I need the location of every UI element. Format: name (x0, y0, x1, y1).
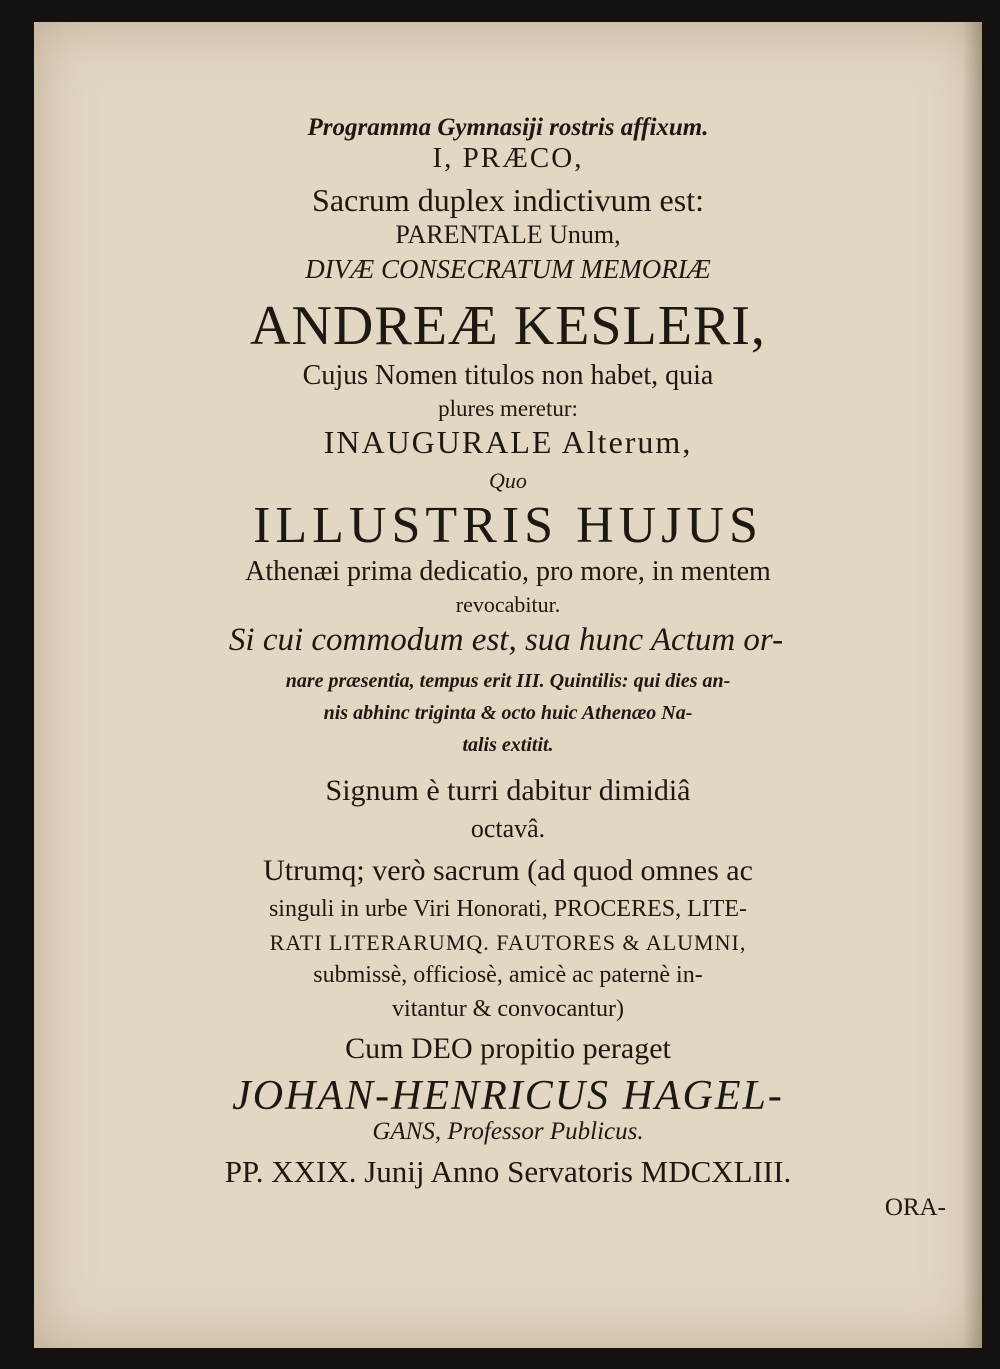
text-line: vitantur & convocantur) (392, 996, 624, 1022)
name-title: ILLUSTRIS HUJUS (253, 497, 763, 554)
text-line: revocabitur. (455, 592, 561, 617)
author-line: JOHAN-HENRICUS HAGEL- (232, 1073, 784, 1119)
text-line: Quo (489, 468, 527, 493)
author-line: GANS, Professor Publicus. (372, 1118, 644, 1145)
text-line: Si cui commodum est, sua hunc Actum or- (228, 622, 784, 658)
text-line: PARENTALE Unum, (395, 220, 621, 249)
text-line: I, PRÆCO, (432, 142, 584, 174)
page-edge-shadow (962, 22, 982, 1348)
text-line: Utrumq; verò sacrum (ad quod omnes ac (263, 854, 753, 887)
text-line: Sacrum duplex indictivum est: (312, 182, 704, 218)
date-line: PP. XXIX. Junij Anno Servatoris MDCXLIII. (224, 1154, 792, 1189)
text-line: Cujus Nomen titulos non habet, quia (302, 360, 714, 391)
document-page (34, 22, 982, 1348)
text-line: INAUGURALE Alterum, (323, 424, 693, 460)
text-line: singuli in urbe Viri Honorati, PROCERES, LITE- (268, 896, 748, 922)
text-line: Cum DEO propitio peraget (345, 1032, 671, 1065)
text-line: plures meretur: (438, 396, 578, 421)
text-line: RATI LITERARUMQ. FAUTORES & ALUMNI, (269, 930, 747, 955)
text-line: octavâ. (470, 814, 546, 843)
text-line: Athenæi prima dedicatio, pro more, in mentem (245, 556, 771, 587)
text-line: talis extitit. (462, 734, 554, 756)
text-line: nis abhinc triginta & octo huic Athenæo Na- (323, 702, 693, 724)
heading-line: Programma Gymnasiji rostris affixum. (307, 114, 709, 141)
name-title: ANDREÆ KESLERI, (250, 295, 766, 357)
text-line: nare præsentia, tempus erit III. Quintilis: qui dies an- (285, 670, 731, 692)
text-line: Signum è turri dabitur dimidiâ (325, 774, 691, 807)
text-line: DIVÆ CONSECRATUM MEMORIÆ (305, 254, 711, 284)
text-line: submissè, officiosè, amicè ac paternè in- (313, 962, 703, 988)
catchword: ORA- (884, 1194, 946, 1221)
